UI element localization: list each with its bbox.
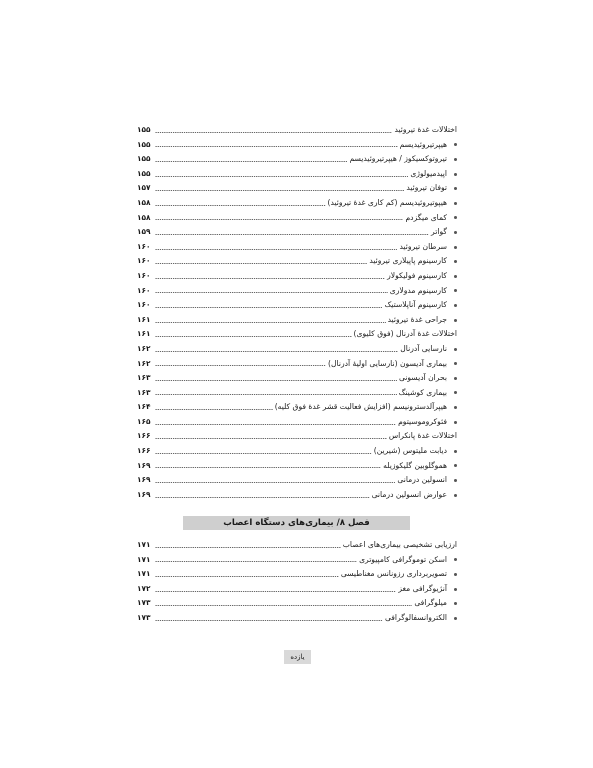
toc-subentry [137,357,457,372]
dot-leader [155,176,408,177]
toc-entry-title: ارزیابی تشخیصی بیماری‌های اعصاب [342,540,457,549]
toc-entry-page-number: ۱۶۶ [137,446,151,456]
toc-entry [137,538,457,553]
dot-leader [155,453,372,454]
toc-entry-page-number: ۱۶۴ [137,402,151,412]
toc-entry-page-number: ۱۷۳ [137,598,151,608]
toc-subentry [137,254,457,269]
toc-entry-page-number: ۱۶۳ [137,373,151,383]
toc-subentry [137,371,457,386]
toc-entry-page-number: ۱۵۷ [137,183,151,193]
dot-leader [155,263,367,264]
toc-subentry [137,138,457,153]
toc-entry-page-number: ۱۵۸ [137,197,151,207]
toc-entry-page-number: ۱۶۵ [137,416,151,426]
dot-leader [155,424,396,425]
toc-subentry [137,225,457,240]
toc-subentry [137,269,457,284]
toc-subentry [137,313,457,328]
toc-section-endocrine [137,123,457,502]
dot-leader [155,467,381,468]
toc-entry-title: هیپرتیروئیدیسم [399,139,447,149]
toc-entry-title: فئوکروموسیتوم [398,416,447,426]
toc-subentry [137,488,457,503]
bullet-icon [454,494,457,497]
toc-entry-page-number: ۱۵۵ [137,168,151,178]
toc-subentry [137,444,457,459]
toc-entry-page-number: ۱۵۵ [137,154,151,164]
toc-entry-page-number: ۱۶۰ [137,300,151,310]
dot-leader [155,161,347,162]
toc-entry-title: الکتروانسفالوگرافی [384,612,447,622]
bullet-icon [454,275,457,278]
toc-entry-page-number: ۱۵۵ [137,139,151,149]
dot-leader [155,605,412,606]
toc-entry-title: بیماری آدیسون (نارسایی اولیهٔ آدرنال) [328,358,447,368]
toc-entry-title: اسکن توموگرافی کامپیوتری [359,554,447,564]
toc-entry-page-number: ۱۶۲ [137,358,151,368]
dot-leader [155,205,326,206]
dot-leader [155,591,396,592]
bullet-icon [454,377,457,380]
dot-leader [155,438,387,439]
bullet-icon [454,202,457,205]
toc-subentry [137,596,457,611]
toc-entry-page-number: ۱۷۲ [137,583,151,593]
bullet-icon [454,319,457,322]
toc-entry-title: نارسایی آدرنال [400,343,447,353]
toc-entry-title: اپیدمیولوژی [410,168,447,178]
toc-entry-title: آنژیوگرافی مغز [398,583,447,593]
toc-section-nervous-system [137,538,457,626]
dot-leader [155,409,273,410]
toc-entry-title: تصویربرداری رزونانس مغناطیسی [340,569,447,579]
toc-entry-title: کمای میگزدم [405,212,447,222]
bullet-icon [454,231,457,234]
toc-subentry [137,611,457,626]
dot-leader [155,336,352,337]
toc-entry-page-number: ۱۵۵ [137,125,151,134]
toc-entry-page-number: ۱۵۸ [137,212,151,222]
dot-leader [155,380,397,381]
toc-subentry [137,211,457,226]
bullet-icon [454,304,457,307]
toc-subentry [137,152,457,167]
dot-leader [155,146,398,147]
toc-entry-page-number: ۱۶۲ [137,343,151,353]
dot-leader [155,561,357,562]
toc-entry-page-number: ۱۶۰ [137,270,151,280]
toc-entry-title: جراحی غدهٔ تیروئید [387,314,447,324]
toc-entry-title: کارسینوم فولیکولار [387,270,447,280]
toc-entry-page-number: ۱۷۳ [137,612,151,622]
chapter-heading: فصل ۸/ بیماری‌های دستگاه اعصاب [183,516,410,530]
toc-entry-title: گواتر [431,227,447,237]
toc-entry-page-number: ۱۶۹ [137,489,151,499]
toc-entry [137,429,457,444]
toc-entry-title: کارسینوم مدولاری [389,285,447,295]
dot-leader [155,351,398,352]
toc-entry-page-number: ۱۵۹ [137,227,151,237]
toc-subentry [137,567,457,582]
toc-subentry [137,582,457,597]
toc-entry-title: هیپرآلدسترونیسم (افزایش فعالیت قشر غدهٔ فوق کلیه) [274,402,447,412]
toc-entry-title: انسولین درمانی [397,475,447,485]
dot-leader [155,292,388,293]
toc-entry-page-number: ۱۷۱ [137,554,151,564]
toc-entry-page-number: ۱۶۰ [137,241,151,251]
dot-leader [155,190,404,191]
toc-entry-page-number: ۱۶۹ [137,460,151,470]
toc-entry-page-number: ۱۶۳ [137,387,151,397]
toc-subentry [137,298,457,313]
dot-leader [155,234,429,235]
dot-leader [155,620,383,621]
bullet-icon [454,617,457,620]
toc-entry-page-number: ۱۶۶ [137,431,151,441]
bullet-icon [454,246,457,249]
dot-leader [155,547,341,548]
toc-entry [137,123,457,138]
toc-subentry [137,473,457,488]
toc-entry-title: سرطان تیروئید [399,241,447,251]
toc-entry-title: تیروتوکسیکوز / هیپرتیروئیدیسم [349,154,447,164]
toc-entry-title: توفان تیروئید [406,183,447,193]
toc-subentry [137,284,457,299]
dot-leader [155,307,382,308]
dot-leader [155,278,385,279]
bullet-icon [454,158,457,161]
toc-entry-title: بیماری کوشینگ [398,387,447,397]
dot-leader [155,497,370,498]
dot-leader [155,394,397,395]
dot-leader [155,249,397,250]
toc-subentry [137,386,457,401]
toc-entry-page-number: ۱۶۱ [137,329,151,339]
toc-subentry [137,167,457,182]
toc-entry-page-number: ۱۷۱ [137,540,151,549]
dot-leader [155,322,386,323]
toc-entry-title: هموگلوبین گلیکوزیله [383,460,447,470]
toc-entry-title: بحران آدیسونی [398,373,447,383]
toc-subentry [137,196,457,211]
dot-leader [155,132,392,133]
toc-entry-title: کارسینوم آناپلاستیک [384,300,447,310]
toc-subentry [137,342,457,357]
toc-entry-page-number: ۱۶۹ [137,475,151,485]
toc-entry-title: دیابت ملیتوس (شیرین) [373,446,447,456]
toc-entry-title: اختلالات غدهٔ آدرنال (فوق کلیوی) [353,329,457,339]
toc-entry-page-number: ۱۶۰ [137,256,151,266]
toc-entry-page-number: ۱۶۱ [137,314,151,324]
bullet-icon [454,588,457,591]
bullet-icon [454,573,457,576]
page-folio: یازده [284,650,311,664]
toc-subentry [137,400,457,415]
toc-subentry [137,415,457,430]
toc-entry-page-number: ۱۶۰ [137,285,151,295]
toc-subentry [137,240,457,255]
toc-subentry [137,181,457,196]
bullet-icon [454,421,457,424]
bullet-icon [454,173,457,176]
toc-entry-title: اختلالات غدهٔ پانکراس [388,431,457,441]
toc-subentry [137,459,457,474]
dot-leader [155,365,326,366]
bullet-icon [454,348,457,351]
toc-entry-title: میلوگرافی [414,598,447,608]
dot-leader [155,219,403,220]
toc-entry-title: کارسینوم پاپیلاری تیروئید [369,256,447,266]
toc-entry-title: اختلالات غدهٔ تیروئید [394,125,457,134]
toc-entry-title: عوارض انسولین درمانی [371,489,447,499]
toc-entry [137,327,457,342]
dot-leader [155,482,395,483]
toc-entry-title: هیپوتیروئیدیسم (کم کاری غدهٔ تیروئید) [327,197,447,207]
toc-entry-page-number: ۱۷۱ [137,569,151,579]
dot-leader [155,576,339,577]
bullet-icon [454,450,457,453]
toc-subentry [137,553,457,568]
